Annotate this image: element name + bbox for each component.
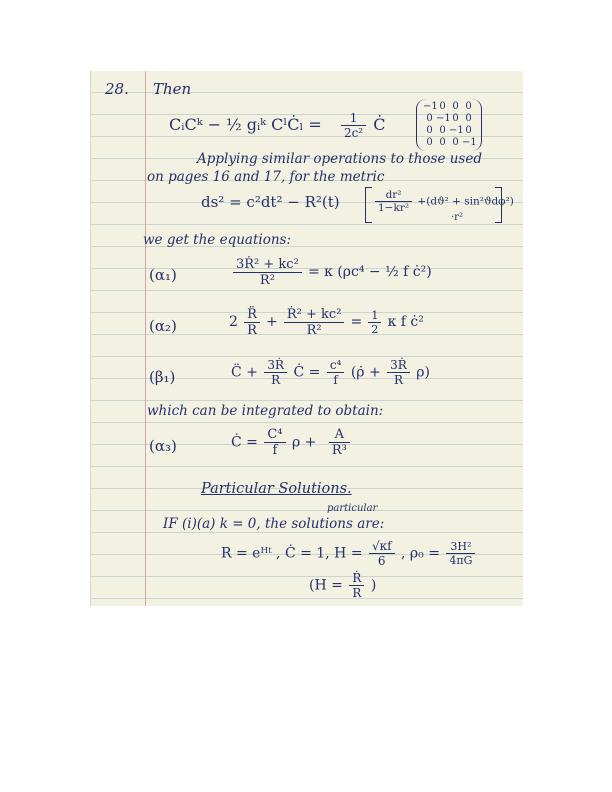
metric-r-squared: ·r² — [451, 212, 463, 223]
heading-particular-solutions: Particular Solutions. — [201, 481, 352, 497]
text-applying-line-2: on pages 16 and 17, for the metric — [147, 169, 385, 185]
beta1-c4: c⁴ — [327, 358, 345, 373]
text-if-line: IF (i)(a) k = 0, the solutions are: — [163, 516, 385, 532]
alpha3-equation: Ċ = $\frac{\text{C⁴}}{f}$ ρ + $\frac{A}{\text{R³}}$ — [231, 427, 352, 458]
beta1-f: f — [333, 373, 338, 387]
matrix-row: 0 0 0 −1 — [426, 137, 477, 148]
equation-1-rhs: Ċ — [373, 115, 386, 134]
hubble-definition: (H = $\frac{\text{Ṙ}}{R}$ ) — [309, 571, 377, 600]
alpha3-a: A — [329, 427, 350, 443]
page-number: 28. — [105, 80, 129, 98]
equation-1-numerator: 1 — [341, 111, 366, 126]
text-we-get: we get the equations: — [143, 232, 291, 248]
solution-4pig: 4πG — [449, 554, 473, 567]
alpha2-label: (α₂) — [149, 317, 177, 335]
matrix-row: −1 0 0 0 — [423, 101, 472, 112]
notebook-page — [90, 71, 523, 606]
metric-right-bracket — [495, 187, 502, 223]
alpha3-numerator: C⁴ — [264, 427, 285, 443]
metric-fraction — [373, 189, 514, 214]
metric-angular-part: +(dϑ² + sin²ϑdφ²) — [417, 195, 514, 208]
equation-1-denominator: 2c² — [343, 126, 364, 140]
alpha1-label: (α₁) — [149, 266, 177, 284]
alpha2-equation: 2 $\frac{R̈}{R}$ + $\frac{\text{Ṙ² + kc²}}{\text{R²}}$ = $\frac{1}{2}$ κ f ċ² — [229, 307, 424, 338]
margin-line — [145, 71, 146, 606]
alpha1-rhs: = κ (ρc⁴ − ½ f ċ²) — [307, 264, 432, 280]
beta1-frac-denominator: R — [271, 373, 281, 387]
metric-left-bracket — [365, 187, 372, 223]
alpha3-label: (α₃) — [149, 437, 177, 455]
metric-denominator: 1−kr² — [378, 202, 410, 214]
beta1-label: (β₁) — [149, 368, 176, 386]
solution-line: R = eᴴᵗ , Ċ = 1, H = $\frac{√\kappa f}{6}$ , ρ₀ = $\frac{\text{3H²}}{4\pi G}$ — [221, 539, 477, 568]
solution-six: 6 — [377, 554, 386, 568]
alpha1-denominator: R² — [259, 273, 275, 288]
beta1-equation: C̈ + $\frac{\text{3Ṙ}}{R}$ Ċ = $\frac{\text{c⁴}}{f}$ (ρ̇ + $\frac{\text{3Ṙ}}{R}$ ρ) — [231, 358, 430, 387]
alpha2-rhs: κ f ċ² — [387, 314, 424, 330]
equation-1-fraction — [341, 111, 366, 140]
text-applying-line-1: Applying similar operations to those used — [197, 151, 482, 167]
solution-sqrt-kf: √κf — [369, 539, 395, 554]
alpha2-frac1-numerator: R̈ — [244, 307, 260, 323]
then-word: Then — [153, 80, 192, 98]
metric-numerator: dr² — [375, 189, 412, 202]
alpha1-equation — [231, 257, 432, 288]
insert-particular: particular — [327, 503, 378, 514]
alpha2-frac2-denominator: R² — [306, 323, 322, 338]
metric-equation — [201, 193, 340, 211]
alpha1-numerator: 3Ṙ² + kc² — [233, 257, 302, 273]
alpha3-r3: R³ — [331, 443, 347, 458]
text-integrated: which can be integrated to obtain: — [147, 403, 384, 419]
beta1-frac-numerator: 3Ṙ — [264, 358, 287, 373]
solution-3h2: 3H² — [446, 540, 475, 554]
alpha3-denominator: f — [272, 443, 278, 458]
minus-identity-matrix — [416, 99, 482, 151]
equation-1 — [169, 111, 385, 140]
metric-lhs: ds² = c²dt² − R²(t) — [201, 193, 340, 211]
matrix-row: 0 −1 0 0 — [426, 113, 472, 124]
alpha2-frac1-denominator: R — [247, 323, 257, 338]
equation-1-lhs: CᵢCᵏ − ½ gᵢᵏ CˡĊₗ = — [169, 115, 322, 134]
matrix-row: 0 0 −1 0 — [426, 125, 472, 136]
alpha2-frac2-numerator: Ṙ² + kc² — [284, 307, 345, 323]
